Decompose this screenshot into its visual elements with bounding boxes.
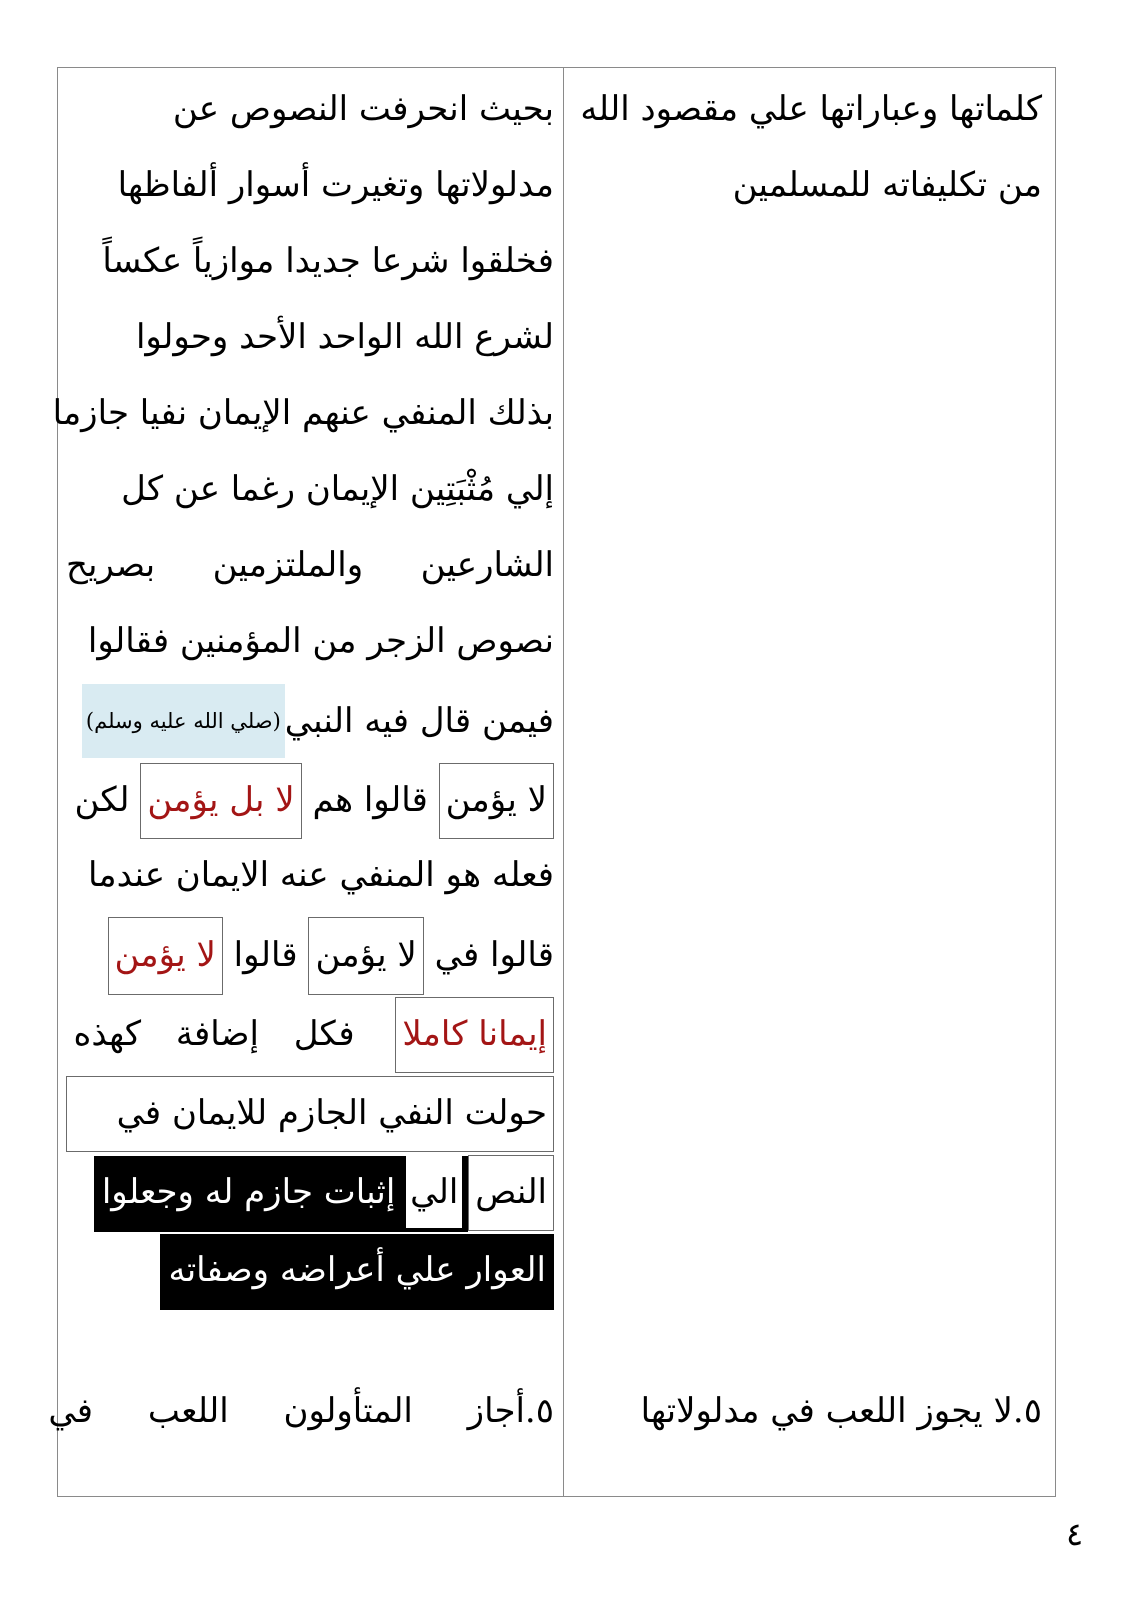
word-ali: الي	[406, 1156, 462, 1228]
black-bar-segment-1	[94, 1156, 468, 1232]
left-column	[48, 68, 562, 1496]
black-bar-segment-2: العوار علي أعراضه وصفاته	[160, 1234, 554, 1310]
left-line-1: بحيث انحرفت النصوص عن	[172, 89, 554, 129]
left-line-15	[66, 1154, 554, 1230]
line12-text2: قالوا	[233, 935, 298, 975]
left-line-2: مدلولاتها وتغيرت أسوار ألفاظها	[117, 165, 554, 205]
right-column	[565, 68, 1054, 1496]
boxed-word-alnass: النص	[468, 1155, 554, 1231]
line10-text: قالوا هم	[312, 780, 428, 820]
left-line-5: بذلك المنفي عنهم الإيمان نفيا جازما	[52, 393, 554, 433]
quote-box-la-yumin: لا يؤمن	[439, 763, 554, 839]
two-column-table	[48, 67, 1056, 1497]
word-alsharieen: الشارعين	[420, 545, 554, 585]
right-item-5: ٥.لا يجوز اللعب في مدلولاتها	[640, 1391, 1042, 1431]
left-line-13	[66, 996, 554, 1072]
quote-box-imanan-kamilan: إيمانا كاملا	[395, 997, 554, 1073]
left-line-6: إلي مُثْبَتِين الإيمان رغما عن كل	[121, 469, 554, 509]
line10-end: لكن	[74, 780, 130, 820]
left-line-7	[66, 532, 554, 598]
right-line-1: كلماتها وعباراتها علي مقصود الله	[580, 89, 1042, 129]
word-almultazimeen: والملتزمين	[212, 545, 364, 585]
line13-text: فكل إضافة كهذه	[73, 1014, 355, 1054]
left-line-16	[66, 1232, 554, 1308]
left-line-10	[66, 762, 554, 838]
left-line-14	[66, 1076, 554, 1152]
line12-text: قالوا في	[434, 935, 554, 975]
page-number: ٤	[1066, 1515, 1084, 1553]
left-line-9	[66, 684, 554, 758]
left-item-5	[48, 1378, 554, 1444]
line15-text: إثبات جازم له وجعلوا	[101, 1172, 396, 1212]
quote-box-la-bal-yumin: لا بل يؤمن	[140, 763, 301, 839]
quote-box-la-yumin-2: لا يؤمن	[308, 917, 423, 995]
left-line-4: لشرع الله الواحد الأحد وحولوا	[135, 317, 554, 357]
right-line-2: من تكليفاته للمسلمين	[732, 165, 1042, 205]
salutation-highlight: (صلي الله عليه وسلم)	[82, 684, 285, 758]
boxed-line-14: حولت النفي الجازم للايمان في	[66, 1076, 554, 1152]
line9-text: فيمن قال فيه النبي	[284, 701, 554, 741]
column-divider	[563, 68, 564, 1496]
quote-box-la-yumin-red: لا يؤمن	[108, 917, 223, 995]
left-line-8: نصوص الزجر من المؤمنين فقالوا	[87, 621, 554, 661]
left-line-11: فعله هو المنفي عنه الايمان عندما	[88, 855, 554, 895]
left-item-5-text: ٥.أجاز المتأولون اللعب في	[48, 1391, 554, 1431]
left-line-3: فخلقوا شرعا جديدا موازياً عكساً	[102, 241, 554, 281]
word-bisareeh: بصريح	[66, 545, 156, 585]
left-line-12	[66, 916, 554, 994]
